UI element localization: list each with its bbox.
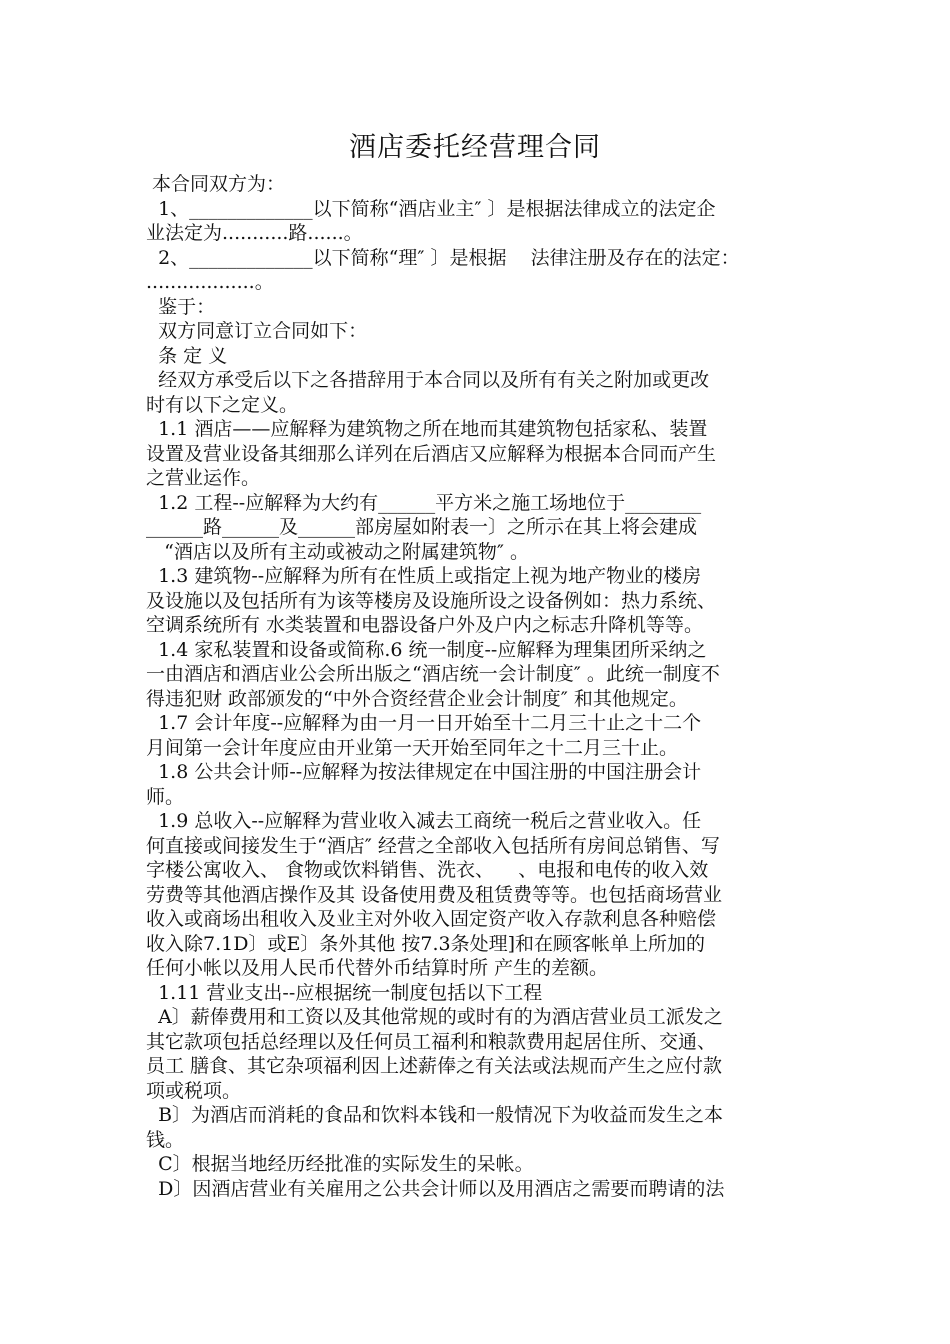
text-line: 设置及营业设备其细那么详列在后酒店又应解释为根据本合同而产生 [146,442,717,465]
document-body [146,172,806,1201]
text-line: 一由酒店和酒店业公会所出版之“酒店统一会计制度″ 。此统一制度不 [146,663,720,685]
text-line: 时有以下之定义。 [146,393,299,416]
document-title: 酒店委托经营理合同 [349,132,601,163]
text-line: 字楼公寓收入、 食物或饮料销售、洗衣、 、电报和电传的收入效 [146,859,709,881]
text-line: 员工 膳食、其它杂项福利因上述薪俸之有关法或法规而产生之应付款 [146,1055,723,1077]
text-line: 条 定 义 [146,344,228,367]
text-line: 任何小帐以及用人民币代替外币结算时所 产生的差额。 [146,957,609,979]
text-line: 1.11 营业支出--应根据统一制度包括以下工程 [146,981,543,1004]
text-line: B〕为酒店而消耗的食品和饮料本钱和一般情况下为收益而发生之本 [146,1104,724,1126]
text-line: 月间第一会计年度应由开业第一天开始至同年之十二月三十止。 [146,736,679,759]
text-line: 1.1 酒店——应解释为建筑物之所在地而其建筑物包括家私、装置 [146,418,708,440]
text-line: 何直接或间接发生于“酒店″ 经营之全部收入包括所有房间总销售、写 [146,834,720,857]
text-line: 1.9 总收入--应解释为营业收入减去工商统一税后之营业收入。任 [146,810,702,832]
text-line: 劳费等其他酒店操作及其 设备使用费及租赁费等等。也包括商场营业 [146,883,723,906]
text-line: 空调系统所有 水类装置和电器设备户外及户内之标志升降机等等。 [146,614,704,636]
text-line: 2、_____________以下简称“理″ 〕是根据 法律注册及存在的法定： [146,246,740,269]
text-line: 鉴于： [146,295,216,318]
text-line: 业法定为...........路......。 [146,222,363,244]
text-line: A〕薪俸费用和工资以及其他常规的或时有的为酒店营业员工派发之 [146,1006,723,1028]
text-line: 1、_____________以下简称“酒店业主″ 〕是根据法律成立的法定企 [146,197,716,220]
text-line: 得违犯财 政部颁发的“中外合资经营企业会计制度″ 和其他规定。 [146,687,688,710]
text-line: 1.8 公共会计师--应解释为按法律规定在中国注册的中国注册会计 [146,761,702,783]
text-line: 师。 [146,785,185,808]
text-line: 经双方承受后以下之各措辞用于本合同以及所有有关之附加或更改 [146,369,710,391]
text-line: ______路______及______部房屋如附表一〕之所示在其上将会建成 [146,516,698,538]
text-line: 本合同双方为： [146,173,286,195]
text-line: 之营业运作。 [146,467,261,489]
text-line: 收入或商场出租收入及业主对外收入固定资产收入存款利息各种赔偿 [146,908,717,930]
text-line: 收入除7.1D〕或E〕条外其他 按7.3条处理]和在顾客帐单上所加的 [146,932,705,955]
text-line: D〕因酒店营业有关雇用之公共会计师以及用酒店之需要而聘请的法 [146,1177,725,1200]
text-line: C〕根据当地经历经批准的实际发生的呆帐。 [146,1153,534,1175]
text-line: 1.2 工程--应解释为大约有______平方米之施工场地位于________ [146,491,702,514]
text-line: 项或税项。 [146,1079,242,1102]
text-line: 其它款项包括总经理以及任何员工福利和粮款费用起居住所、交通、 [146,1030,717,1053]
text-line: ..................。 [146,271,274,293]
text-line: 1.3 建筑物--应解释为所有在性质上或指定上视为地产物业的楼房 [146,565,702,587]
text-line: “酒店以及所有主动或被动之附属建筑物″ 。 [146,540,529,563]
text-line: 1.4 家私装置和设备或简称.6 统一制度--应解释为理集团所采纳之 [146,638,707,661]
text-line: 双方同意订立合同如下： [146,320,368,342]
text-line: 1.7 会计年度--应解释为由一月一日开始至十二月三十止之十二个 [146,712,702,734]
text-line: 钱。 [146,1128,185,1151]
text-line: 及设施以及包括所有为该等楼房及设施所设之设备例如：热力系统、 [146,589,717,612]
